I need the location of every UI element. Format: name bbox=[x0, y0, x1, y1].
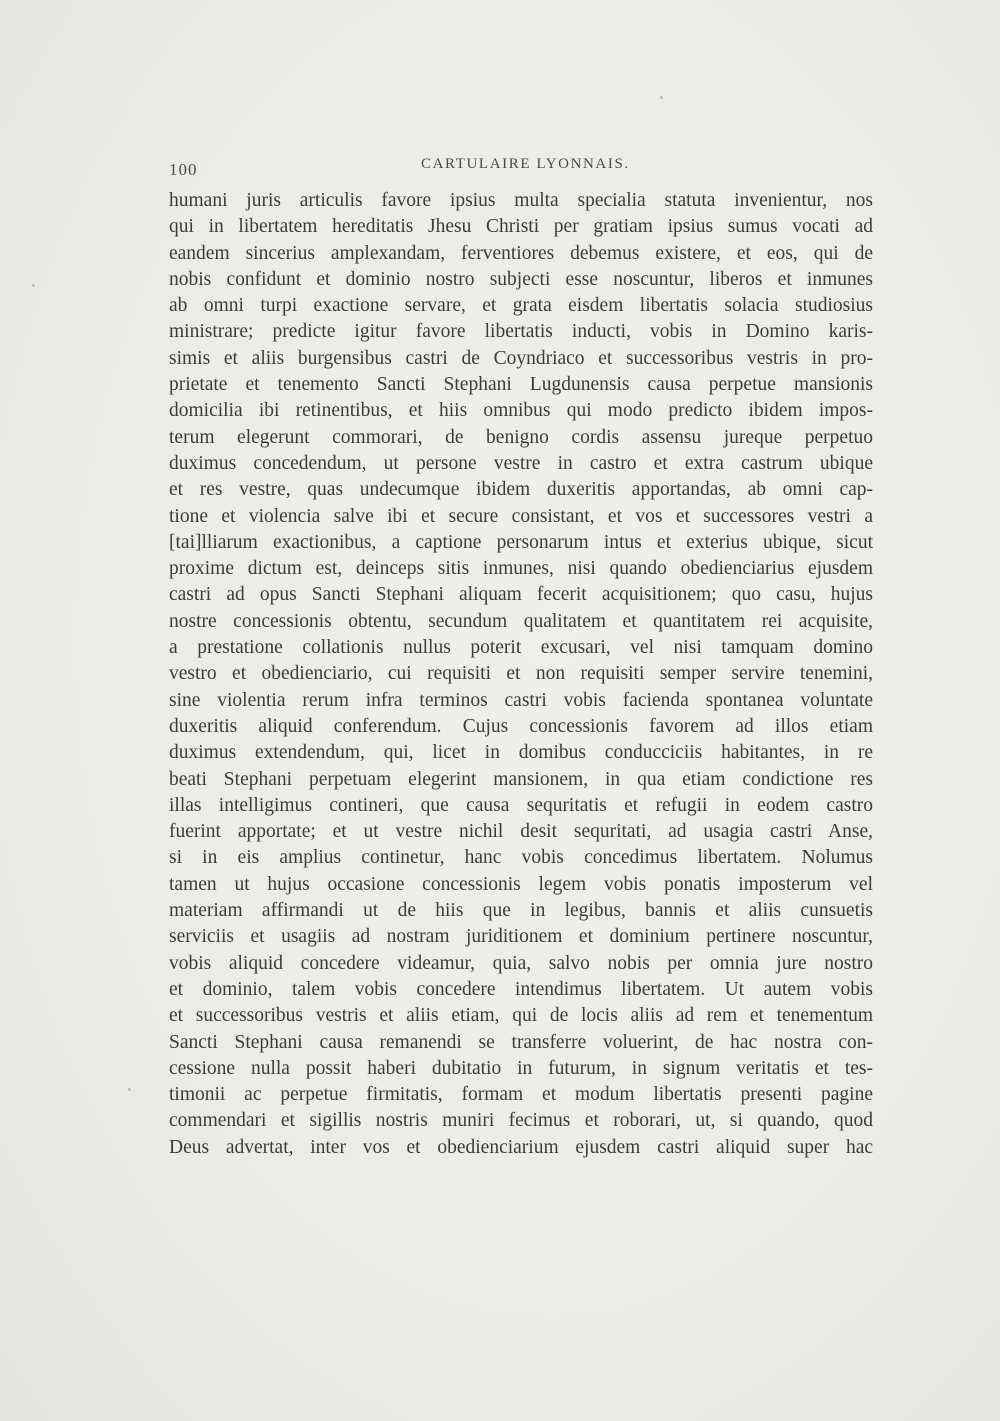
text-line: ab omni turpi exactione servare, et grata eisdem libertatis solacia studiosius bbox=[169, 295, 873, 317]
text-line: ministrare; predicte igitur favore libertatis inducti, vobis in Domino karis- bbox=[169, 321, 873, 343]
text-line: fuerint apportate; et ut vestre nichil desit sequritati, ad usagia castri Anse, bbox=[169, 821, 873, 843]
text-line: duximus concedendum, ut persone vestre in castro et extra castrum ubique bbox=[169, 452, 873, 474]
text-line: et res vestre, quas undecumque ibidem duxeritis apportandas, ab omni cap- bbox=[169, 479, 873, 501]
paper-speck bbox=[32, 284, 35, 287]
text-line: illas intelligimus contineri, que causa sequritatis et refugii in eodem castro bbox=[169, 794, 873, 816]
text-line: vestro et obedienciario, cui requisiti et non requisiti semper servire tenemini, bbox=[169, 663, 873, 685]
text-line: prietate et tenemento Sancti Stephani Lugdunensis causa perpetue mansionis bbox=[169, 374, 873, 396]
text-line: qui in libertatem hereditatis Jhesu Christi per gratiam ipsius sumus vocati ad bbox=[169, 216, 873, 238]
text-line: et successoribus vestris et aliis etiam, qui de locis aliis ad rem et tenementum bbox=[169, 1005, 873, 1027]
text-line: si in eis amplius continetur, hanc vobis concedimus libertatem. Nolumus bbox=[169, 847, 873, 869]
text-line: serviciis et usagiis ad nostram juriditionem et dominium pertinere noscuntur, bbox=[169, 926, 873, 948]
text-line: timonii ac perpetue firmitatis, formam et modum libertatis presenti pagine bbox=[169, 1084, 873, 1106]
text-line: vobis aliquid concedere videamur, quia, salvo nobis per omnia jure nostro bbox=[169, 952, 873, 974]
text-line: sine violentia rerum infra terminos castri vobis facienda spontanea voluntate bbox=[169, 689, 873, 711]
text-line: a prestatione collationis nullus poterit excusari, vel nisi tamquam domino bbox=[169, 637, 873, 659]
text-line: duxeritis aliquid conferendum. Cujus concessionis favorem ad illos etiam bbox=[169, 715, 873, 737]
paper-speck bbox=[128, 1088, 131, 1091]
text-line: domicilia ibi retinentibus, et hiis omnibus qui modo predicto ibidem impos- bbox=[169, 400, 873, 422]
text-line: materiam affirmandi ut de hiis que in legibus, bannis et aliis cunsuetis bbox=[169, 900, 873, 922]
text-line: tamen ut hujus occasione concessionis legem vobis ponatis imposterum vel bbox=[169, 873, 873, 895]
page-number: 100 bbox=[169, 160, 198, 179]
text-line: Deus advertat, inter vos et obedienciarium ejusdem castri aliquid super hac bbox=[169, 1136, 873, 1158]
text-line: castri ad opus Sancti Stephani aliquam fecerit acquisitionem; quo casu, hujus bbox=[169, 584, 873, 606]
running-header bbox=[169, 156, 869, 180]
text-line: et dominio, talem vobis concedere intendimus libertatem. Ut autem vobis bbox=[169, 978, 873, 1000]
text-line: cessione nulla possit haberi dubitatio in futurum, in signum veritatis et tes- bbox=[169, 1057, 873, 1079]
text-line: commendari et sigillis nostris muniri fecimus et roborari, ut, si quando, quod bbox=[169, 1110, 873, 1132]
text-line: [tai]lliarum exactionibus, a captione personarum intus et exterius ubique, sicut bbox=[169, 531, 873, 553]
text-line: nostre concessionis obtentu, secundum qualitatem et quantitatem rei acquisite, bbox=[169, 610, 873, 632]
text-line: duximus extendendum, qui, licet in domibus conducciciis habitantes, in re bbox=[169, 742, 873, 764]
text-line: beati Stephani perpetuam elegerint mansionem, in qua etiam condictione res bbox=[169, 768, 873, 790]
text-line: proxime dictum est, deinceps sitis inmunes, nisi quando obedienciarius ejusdem bbox=[169, 558, 873, 580]
text-line: Sancti Stephani causa remanendi se transferre voluerint, de hac nostra con- bbox=[169, 1031, 873, 1053]
paper-speck bbox=[660, 96, 663, 99]
text-line: nobis confidunt et dominio nostro subjecti esse noscuntur, liberos et inmunes bbox=[169, 268, 873, 290]
text-line: simis et aliis burgensibus castri de Coyndriaco et successoribus vestris in pro- bbox=[169, 347, 873, 369]
text-line: eandem sincerius amplexandam, ferventiores debemus existere, et eos, qui de bbox=[169, 242, 873, 264]
text-line: tione et violencia salve ibi et secure consistant, et vos et successores vestri a bbox=[169, 505, 873, 527]
body-text bbox=[169, 188, 873, 1161]
text-line: terum elegerunt commorari, de benigno cordis assensu jureque perpetuo bbox=[169, 426, 873, 448]
running-title: CARTULAIRE LYONNAIS. bbox=[421, 156, 630, 172]
text-line: humani juris articulis favore ipsius multa specialia statuta invenientur, nos bbox=[169, 190, 873, 211]
